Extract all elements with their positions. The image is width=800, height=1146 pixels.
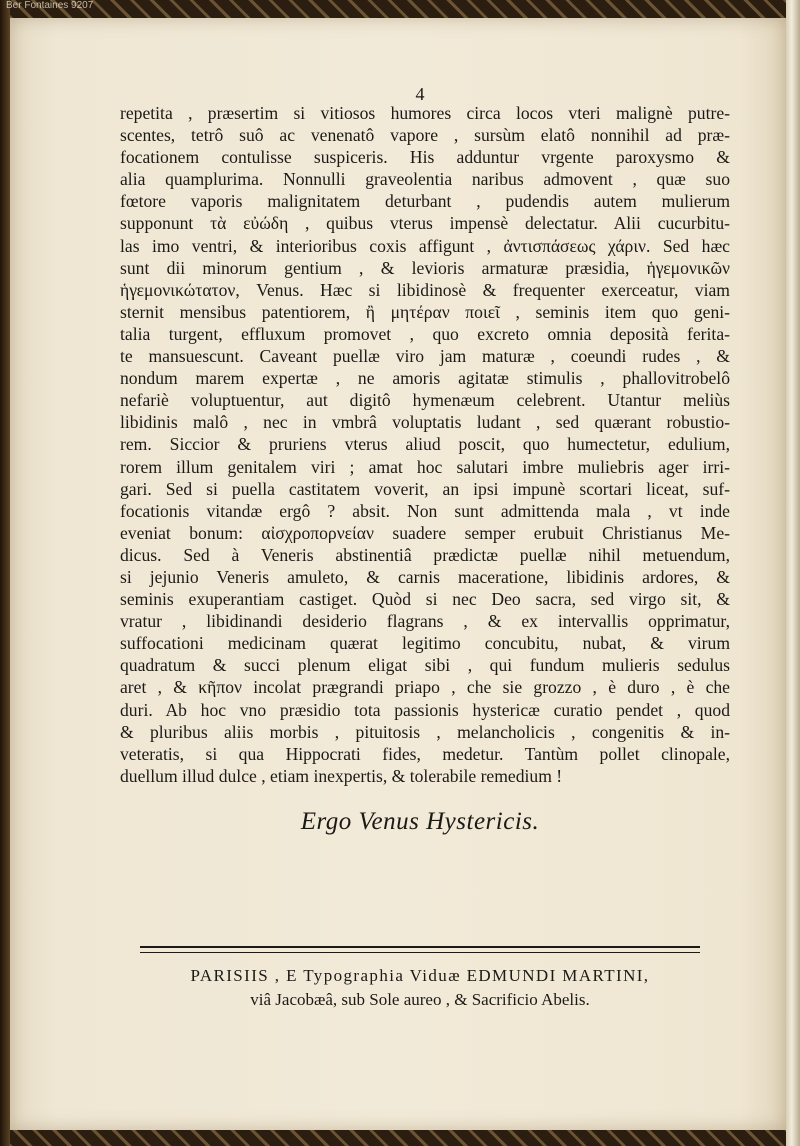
text-line: las imo ventri, & interioribus coxis affigunt , ἀντισπάσεως χάριν. Sed hæc	[120, 235, 730, 256]
text-line: supponunt τὰ εὐώδη , quibus vterus impensè delectatur. Alii cucurbitu-	[120, 213, 730, 234]
imprint-line-1: PARISIIS , E Typographia Viduæ EDMUNDI MARTINI,	[190, 966, 650, 985]
text-line: focationis vitandæ ergô ? absit. Non sunt admittenda mala , vt inde	[120, 500, 730, 521]
text-line: si jejunio Veneris amuleto, & carnis maceratione, libidinis ardores, &	[120, 566, 730, 587]
body-text	[120, 102, 730, 787]
book-page	[10, 18, 786, 1130]
divider-rule	[140, 946, 700, 953]
text-line: dicus. Sed à Veneris abstinentiâ prædictæ puellæ nihil metuendum,	[120, 544, 730, 565]
text-line: vratur , libidinandi desiderio flagrans , & ex intervallis opprimatur,	[120, 611, 730, 632]
text-line: sternit mensibus patentiorem, ἢ μητέραν ποιεῖ , seminis item quo geni-	[120, 301, 730, 322]
text-line: quadratum & succi plenum eligat sibi , qui fundum mulieris sedulus	[120, 655, 730, 676]
text-line: & pluribus aliis morbis , pituitosis , melancholicis , congenitis & in-	[120, 721, 730, 742]
text-line: duellum illud dulce , etiam inexpertis, & tolerabile remedium !	[120, 765, 563, 786]
corner-label: Ber Fontaines 9207	[6, 0, 94, 11]
page-number: 4	[415, 84, 425, 104]
text-line: duri. Ab hoc vno præsidio tota passionis hystericæ curatio pendet , quod	[120, 699, 730, 720]
text-line: sunt dii minorum gentium , & levioris armaturæ præsidia, ἡγεμονικῶν	[120, 257, 730, 278]
text-line: gari. Sed si puella castitatem voverit, an ipsi impunè scortari liceat, suf-	[120, 478, 730, 499]
imprint-line-2: viâ Jacobæâ, sub Sole aureo , & Sacrificio Abelis.	[250, 990, 590, 1009]
text-line: alia quamplurima. Nonnulli graveolentia naribus admovent , quæ suo	[120, 169, 730, 190]
text-line: ἡγεμονικώτατον, Venus. Hæc si libidinosè & frequenter exerceatur, viam	[120, 279, 730, 300]
text-line: seminis exuperantiam castiget. Quòd si nec Deo sacra, sed virgo sit, &	[120, 589, 730, 610]
text-line: te mansuescunt. Caveant puellæ viro jam maturæ , coeundi rudes , &	[120, 346, 730, 367]
text-line: scentes, tetrô suô ac venenatô vapore , sursùm elatô nonnihil ad præ-	[120, 125, 730, 146]
text-line: repetita , præsertim si vitiosos humores circa locos vteri malignè putre-	[120, 103, 730, 123]
binding-edge-left	[0, 0, 10, 1146]
text-line: rorem illum genitalem viri ; amat hoc salutari imbre muliebris ager irri-	[120, 456, 730, 477]
text-line: suffocationi medicinam quærat legitimo concubitu, nubat, & virum	[120, 633, 730, 654]
text-line: nefariè voluptuentur, aut digitô hymenæum celebrent. Utantur meliùs	[120, 390, 730, 411]
text-line: rem. Siccior & pruriens vterus aliud poscit, quo humectetur, edulium,	[120, 434, 730, 455]
text-line: talia turgent, effluxum promovet , quo excreto omnia deposità ferita-	[120, 323, 730, 344]
text-line: eveniat bonum: αἰσχροπορνείαν suadere semper erubuit Christianus Me-	[120, 522, 730, 543]
text-line: veteratis, si qua Hippocrati fides, medetur. Tantùm pollet clinopale,	[120, 743, 730, 764]
text-line: aret , & κῆπον incolat prægrandi priapo , che sie grozzo , è duro , è che	[120, 677, 730, 698]
text-line: nondum marem expertæ , ne amoris agitatæ stimulis , phallovitrobelô	[120, 368, 730, 389]
conclusion-heading: Ergo Venus Hystericis.	[300, 808, 540, 835]
text-line: fœtore vaporis malignitatem deturbant , pudendis autem mulierum	[120, 191, 730, 212]
text-line: focationem contulisse suspiceris. His adduntur vrgente paroxysmo &	[120, 147, 730, 168]
text-line: libidinis malô , nec in vmbrâ voluptatis ludant , sed quærant robustio-	[120, 412, 730, 433]
